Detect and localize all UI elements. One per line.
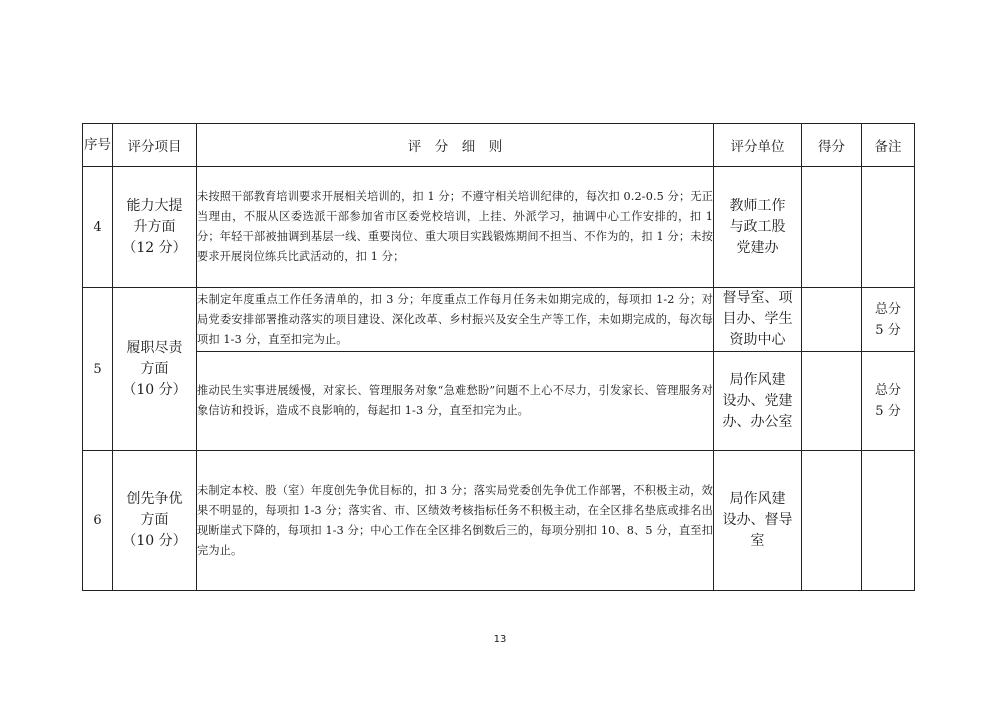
header-remark: 备注 xyxy=(862,124,915,167)
row-unit-line: 设办、督导 xyxy=(722,512,793,528)
table-row xyxy=(83,167,915,288)
header-detail: 评 分 细 则 xyxy=(197,124,714,167)
header-item: 评分项目 xyxy=(113,124,197,167)
row-remark xyxy=(862,352,915,451)
row-score xyxy=(802,451,862,591)
row-index: 6 xyxy=(83,451,113,591)
row-score xyxy=(802,167,862,288)
header-unit: 评分单位 xyxy=(714,124,802,167)
row-remark xyxy=(862,451,915,591)
table-header-row xyxy=(83,124,915,167)
row-unit xyxy=(714,451,802,591)
row-unit-line: 室 xyxy=(750,533,765,549)
header-score: 得分 xyxy=(802,124,862,167)
table-row xyxy=(83,451,915,591)
page-number: 13 xyxy=(493,634,507,645)
row-unit-line: 目办、学生 xyxy=(722,311,793,327)
row-index: 4 xyxy=(83,167,113,288)
scoring-table xyxy=(82,123,915,591)
row-detail: 推动民生实事进展缓慢，对家长、管理服务对象“急难愁盼”问题不上心不尽力，引发家长、管理服务对象信访和投诉，造成不良影响的，每起扣 1-3 分，直至扣完为止。 xyxy=(197,352,714,451)
row-unit-line: 党建办 xyxy=(736,239,779,256)
table-row xyxy=(83,288,915,352)
table-row xyxy=(83,352,915,451)
row-unit-line: 资助中心 xyxy=(729,332,786,348)
row-remark-line: 总分 xyxy=(874,301,901,317)
row-remark-line: 5 分 xyxy=(875,404,901,419)
row-unit xyxy=(714,288,802,352)
row-detail: 未制定本校、股（室）年度创先争优目标的，扣 3 分；落实局党委创先争优工作部署，不积极主动，效果不明显的，每项扣 1-3 分；落实省、市、区绩效考核指标任务不积极主动，在全区排名垫底或排名出现断崖式下降的，每项扣 1-3 分；中心工作在全区排名倒数后三的，每项分别扣 10、8、5 分，直至扣完为止。 xyxy=(197,451,714,591)
row-item-line: 创先争优 xyxy=(126,491,183,507)
row-remark xyxy=(862,167,915,288)
row-item xyxy=(113,288,197,451)
row-remark-line: 5 分 xyxy=(875,322,901,338)
row-score xyxy=(802,288,862,352)
row-unit-line: 局作风建 xyxy=(729,371,786,388)
row-item-line: （12 分） xyxy=(122,239,187,256)
row-unit-line: 局作风建 xyxy=(729,491,786,507)
row-item-line: 能力大提 xyxy=(126,197,183,214)
row-unit-line: 设办、党建 xyxy=(722,392,793,409)
row-index: 5 xyxy=(83,288,113,451)
row-unit-line: 督导室、项 xyxy=(722,290,793,306)
row-unit-line: 教师工作 xyxy=(729,197,786,214)
row-unit-line: 办、办公室 xyxy=(722,413,793,430)
row-item-line: 方面 xyxy=(140,512,169,528)
row-detail: 未制定年度重点工作任务清单的，扣 3 分；年度重点工作每月任务未如期完成的，每项扣 1-2 分；对局党委安排部署推动落实的项目建设、深化改革、乡村振兴及安全生产等工作，未如期完成的，每次每项扣 1-3 分，直至扣完为止。 xyxy=(197,288,714,352)
row-item-line: 升方面 xyxy=(133,218,176,235)
row-remark-line: 总分 xyxy=(874,383,901,398)
row-item-line: 履职尽责 xyxy=(126,339,183,356)
row-item-line: （10 分） xyxy=(122,381,187,398)
header-seq: 序号 xyxy=(83,124,113,167)
row-score xyxy=(802,352,862,451)
row-detail: 未按照干部教育培训要求开展相关培训的，扣 1 分；不遵守相关培训纪律的，每次扣 0.2-0.5 分；无正当理由，不服从区委选派干部参加省市区委党校培训，上挂、外派学习，抽调中心工作安排的，扣 1 分；年轻干部被抽调到基层一线、重要岗位、重大项目实践锻炼期间不担当、不作为的，扣 1 分；未按要求开展岗位练兵比武活动的，扣 1 分； xyxy=(197,167,714,288)
row-item-line: （10 分） xyxy=(122,533,187,549)
row-remark xyxy=(862,288,915,352)
row-unit-line: 与政工股 xyxy=(729,218,786,235)
row-unit xyxy=(714,352,802,451)
row-item-line: 方面 xyxy=(140,360,169,377)
row-item xyxy=(113,167,197,288)
row-item xyxy=(113,451,197,591)
row-unit xyxy=(714,167,802,288)
